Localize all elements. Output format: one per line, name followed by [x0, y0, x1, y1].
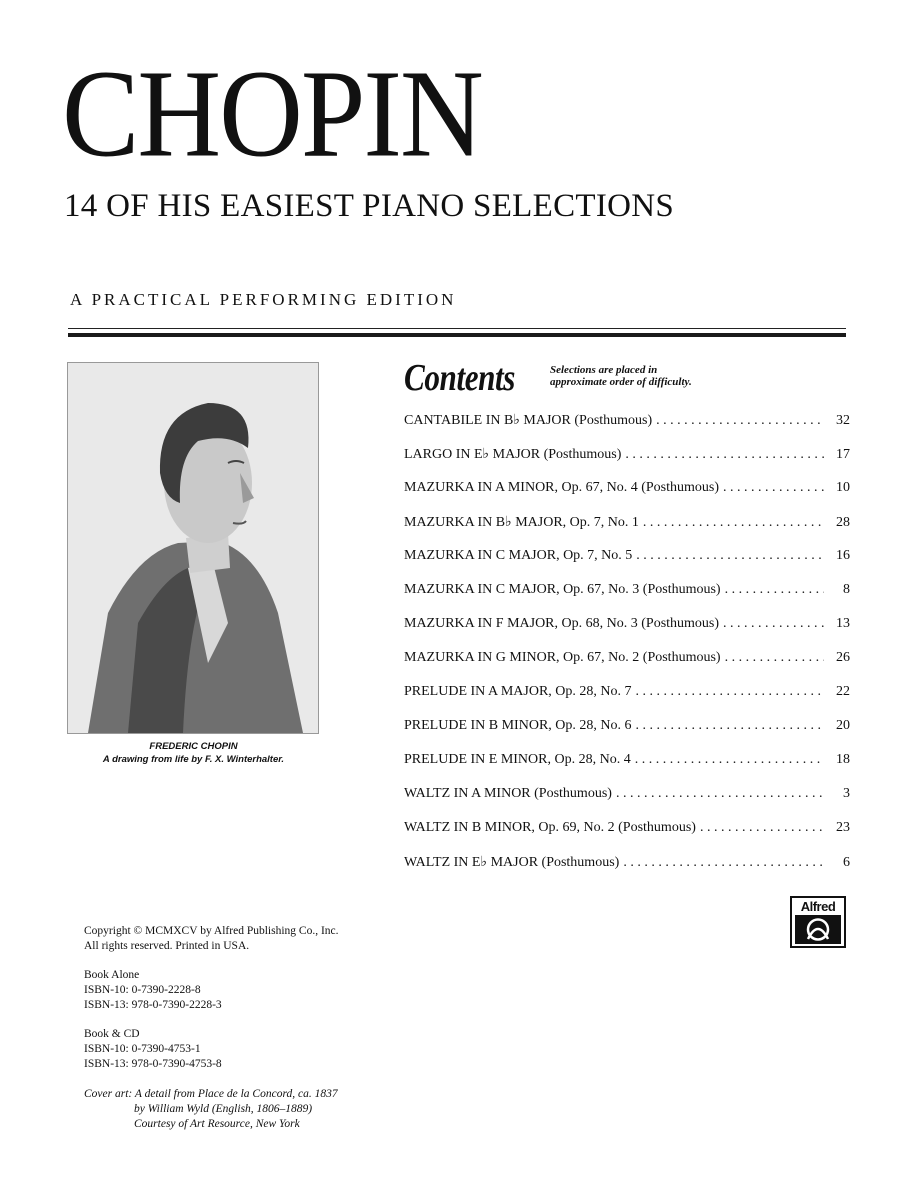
cover-art-line1: Cover art: A detail from Place de la Concord, ca. 1837 [84, 1088, 338, 1100]
book-alone-label: Book Alone [84, 969, 140, 981]
toc-title: PRELUDE IN A MAJOR, Op. 28, No. 7 [404, 684, 632, 699]
toc-row [404, 786, 850, 820]
toc-title: MAZURKA IN C MAJOR, Op. 67, No. 3 (Posthumous) [404, 582, 721, 597]
toc-leader-dots [636, 684, 824, 700]
toc-row [404, 616, 850, 650]
divider-thin [68, 328, 846, 329]
copyright-line: Copyright © MCMXCV by Alfred Publishing Co., Inc. [84, 925, 339, 937]
caption-name: FREDERIC CHOPIN [149, 741, 238, 752]
toc-page-number: 13 [836, 616, 850, 631]
portrait-drawing [68, 363, 318, 733]
toc-title: WALTZ IN A MINOR (Posthumous) [404, 786, 612, 801]
logo-text: Alfred [800, 899, 836, 914]
toc-page-number: 16 [836, 548, 850, 563]
toc-leader-dots [723, 480, 824, 496]
toc-row [404, 582, 850, 616]
toc-row [404, 820, 850, 854]
portrait-image [67, 362, 319, 734]
toc-title: MAZURKA IN C MAJOR, Op. 7, No. 5 [404, 548, 633, 563]
book-alone-isbn13: ISBN-13: 978-0-7390-2228-3 [84, 999, 222, 1011]
page-title: CHOPIN [62, 45, 482, 184]
copyright-block [84, 924, 339, 1086]
toc-leader-dots [656, 413, 824, 429]
page-subtitle: 14 OF HIS EASIEST PIANO SELECTIONS [64, 188, 675, 224]
toc-page-number: 23 [836, 820, 850, 835]
toc-leader-dots [725, 582, 824, 598]
toc-row [404, 548, 850, 582]
toc-title: MAZURKA IN A MINOR, Op. 67, No. 4 (Posthumous) [404, 480, 720, 495]
toc-page-number: 3 [843, 786, 850, 801]
toc-page-number: 10 [836, 480, 850, 495]
contents-heading: Contents [404, 357, 516, 399]
book-cd-isbn13: ISBN-13: 978-0-7390-4753-8 [84, 1058, 222, 1070]
toc-page-number: 32 [836, 413, 850, 428]
toc-title: PRELUDE IN B MINOR, Op. 28, No. 6 [404, 718, 632, 733]
cover-art-line3: Courtesy of Art Resource, New York [134, 1118, 300, 1130]
toc-title: LARGO IN E♭ MAJOR (Posthumous) [404, 447, 622, 462]
rights-line: All rights reserved. Printed in USA. [84, 940, 250, 952]
toc-page-number: 26 [836, 650, 850, 665]
toc-row [404, 752, 850, 786]
toc-title: PRELUDE IN E MINOR, Op. 28, No. 4 [404, 752, 631, 767]
toc-leader-dots [636, 548, 824, 564]
toc-title: MAZURKA IN F MAJOR, Op. 68, No. 3 (Posthumous) [404, 616, 720, 631]
contents-note-line1: Selections are placed in [550, 364, 658, 376]
edition-label: A PRACTICAL PERFORMING EDITION [70, 290, 457, 309]
toc-page-number: 8 [843, 582, 850, 597]
contents-note-line2: approximate order of difficulty. [550, 376, 692, 388]
toc-row [404, 684, 850, 718]
portrait-caption [66, 740, 321, 766]
toc-leader-dots [725, 650, 824, 666]
toc-row [404, 650, 850, 684]
toc-page-number: 18 [836, 752, 850, 767]
toc-page-number: 17 [836, 447, 850, 462]
toc-leader-dots [625, 447, 824, 463]
toc-leader-dots [635, 752, 824, 768]
toc-title: WALTZ IN B MINOR, Op. 69, No. 2 (Posthumous) [404, 820, 696, 835]
book-cd-isbn10: ISBN-10: 0-7390-4753-1 [84, 1043, 201, 1055]
caption-credit: A drawing from life by F. X. Winterhalter. [102, 754, 285, 765]
toc-title: WALTZ IN E♭ MAJOR (Posthumous) [404, 855, 620, 870]
logo-mark-icon [795, 915, 841, 944]
toc-row [404, 412, 850, 446]
book-alone-isbn10: ISBN-10: 0-7390-2228-8 [84, 984, 201, 996]
toc-title: MAZURKA IN G MINOR, Op. 67, No. 2 (Posthumous) [404, 650, 721, 665]
toc-row [404, 480, 850, 514]
cover-art-line2: by William Wyld (English, 1806–1889) [134, 1103, 313, 1115]
toc-row [404, 446, 850, 480]
toc-title: CANTABILE IN B♭ MAJOR (Posthumous) [404, 413, 653, 428]
alfred-logo [790, 896, 846, 948]
toc-page-number: 20 [836, 718, 850, 733]
toc-row [404, 514, 850, 548]
toc-leader-dots [636, 718, 825, 734]
divider-thick [68, 333, 846, 337]
toc-row [404, 854, 850, 888]
toc-page-number: 28 [836, 515, 850, 530]
toc-page-number: 6 [843, 855, 850, 870]
toc-row [404, 718, 850, 752]
toc-leader-dots [643, 515, 824, 531]
toc-leader-dots [616, 786, 824, 802]
book-cd-label: Book & CD [84, 1028, 140, 1040]
toc-leader-dots [723, 616, 824, 632]
toc-leader-dots [700, 820, 824, 836]
toc-title: MAZURKA IN B♭ MAJOR, Op. 7, No. 1 [404, 515, 639, 530]
table-of-contents [404, 412, 850, 888]
toc-leader-dots [623, 855, 824, 871]
cover-art-credit [84, 1087, 338, 1132]
contents-note [550, 364, 692, 388]
toc-page-number: 22 [836, 684, 850, 699]
